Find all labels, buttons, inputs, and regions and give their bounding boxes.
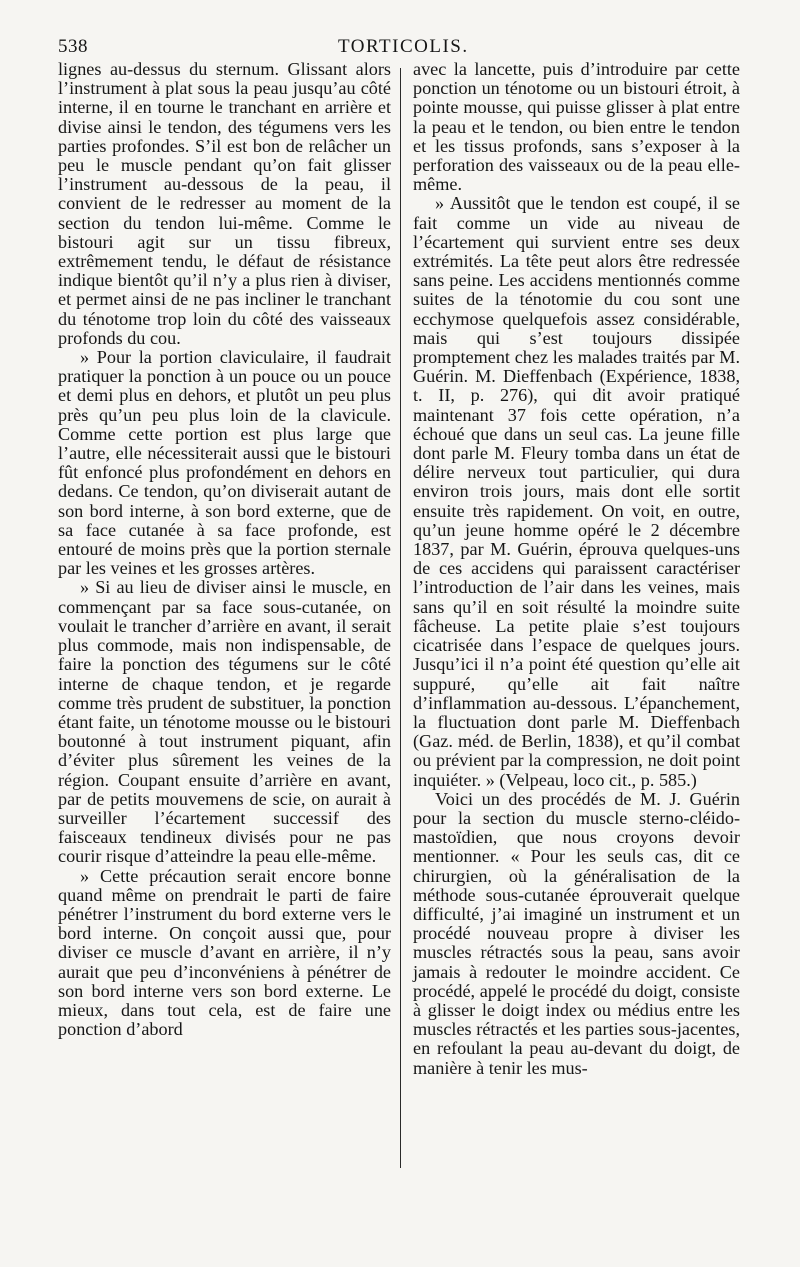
left-column: [58, 60, 391, 1039]
paragraph: avec la lancette, puis d’introduire par cette ponction un ténotome ou un bistouri étroit, à pointe mousse, qui puisse glisser à plat entre la peau et le tendon, ou bien entre le tendon et les tissus profonds, sans s’exposer à la perforation des vaisseaux ou de la peau elle-même.: [413, 59, 740, 195]
paragraph: » Aussitôt que le tendon est coupé, il se fait comme un vide au niveau de l’écartement qui survient entre ses deux extrémités. La tête peut alors être redressée sans peine. Les accidens mentionnés comme suites de la ténotomie du cou sont une ecchymose quelquefois assez considérable, mais qui s’est toujours dissipée promptement chez les malades traités par M. Guérin. M. Dieffenbach (Expérience, 1838, t. II, p. 276), qui dit avoir pratiqué maintenant 37 fois cette opération, n’a échoué que dans un seul cas. La jeune fille dont parle M. Fleury tomba dans un état de délire nerveux tout particulier, qui dura environ trois jours, mais dont elle sortit ensuite très rapidement. On voit, en outre, qu’un jeune homme opéré le 2 décembre 1837, par M. Guérin, éprouva quelques-uns de ces accidens qui paraissent caractériser l’introduction de l’air dans les veines, mais sans qu’il en soit résulté la moindre suite fâcheuse. La petite plaie s’est toujours cicatrisée dans l’espace de quelques jours. Jusqu’ici il n’a point été question qu’elle ait suppuré, qu’elle ait fait naître d’inflammation au-dessous. L’épanchement, la fluctuation dont parle M. Dieffenbach (Gaz. méd. de Berlin, 1838), et qu’il combat ou prévient par la compression, ne doit point inquiéter. » (Velpeau, loco cit., p. 585.): [413, 193, 740, 790]
paragraph: » Cette précaution serait encore bonne quand même on prendrait le parti de faire pénétrer l’instrument du bord externe vers le bord interne. On conçoit aussi que, pour diviser ce muscle d’avant en arrière, il n’y aurait que peu d’inconvéniens à pénétrer de son bord interne vers son bord externe. Le mieux, dans tout cela, est de faire une ponction d’abord: [58, 865, 391, 1040]
column-divider: [400, 68, 401, 1168]
paragraph: lignes au-dessus du sternum. Glissant alors l’instrument à plat sous la peau jusqu’au côté interne, il en tourne le tranchant en arrière et divise ainsi le tendon, des tégumens vers les parties profondes. S’il est bon de relâcher un peu le muscle pendant qu’on fait glisser l’instrument au-dessous de la peau, il convient de le redresser au moment de la section du tendon lui-même. Comme le bistouri agit sur un tissu fibreux, extrêmement tendu, le défaut de résistance indique bientôt qu’il n’y a plus rien à diviser, et permet ainsi de ne pas incliner le tranchant du ténotome trop loin du côté des vaisseaux profonds du cou.: [58, 59, 391, 348]
paragraph: » Si au lieu de diviser ainsi le muscle, en commençant par sa face sous-cutanée, on voulait le trancher d’arrière en avant, il serait plus commode, mais non indispensable, de faire la ponction des tégumens sur le côté interne de chaque tendon, et je regarde comme très prudent de substituer, la ponction étant faite, un ténotome mousse ou le bistouri boutonné à tout instrument piquant, afin d’éviter plus sûrement les veines de la région. Coupant ensuite d’arrière en avant, par de petits mouvemens de scie, on aurait à surveiller l’écartement successif des faisceaux tendineux divisés pour ne pas courir risque d’atteindre la peau elle-même.: [58, 577, 391, 867]
paragraph: Voici un des procédés de M. J. Guérin pour la section du muscle sterno-cléido-mastoïdien, que nous croyons devoir mentionner. « Pour les seuls cas, dit ce chirurgien, où la généralisation de la méthode sous-cutanée éprouverait quelque difficulté, j’ai imaginé un instrument et un procédé nouveau propre à diviser les muscles rétractés sous la peau, sans avoir jamais à redouter le moindre accident. Ce procédé, appelé le procédé du doigt, consiste à glisser le doigt index ou médius entre les muscles rétractés et les parties sous-jacentes, en refoulant la peau au-devant du doigt, de manière à tenir les mus-: [413, 788, 740, 1078]
paragraph: » Pour la portion claviculaire, il faudrait pratiquer la ponction à un pouce ou un pouce et demi plus en dehors, et plutôt un peu plus près qu’un peu plus loin de la clavicule. Comme cette portion est plus large que l’autre, elle nécessiterait aussi que le bistouri fût enfoncé plus profondément en dehors en dedans. Ce tendon, qu’on diviserait autant de son bord interne, à son bord externe, que de sa face cutanée à sa face profonde, est entouré de moins près que la portion sternale par les veines et les grosses artères.: [58, 347, 391, 579]
page-number: 538: [58, 36, 88, 57]
page-title: TORTICOLIS.: [338, 36, 469, 57]
right-column: [413, 60, 740, 1078]
